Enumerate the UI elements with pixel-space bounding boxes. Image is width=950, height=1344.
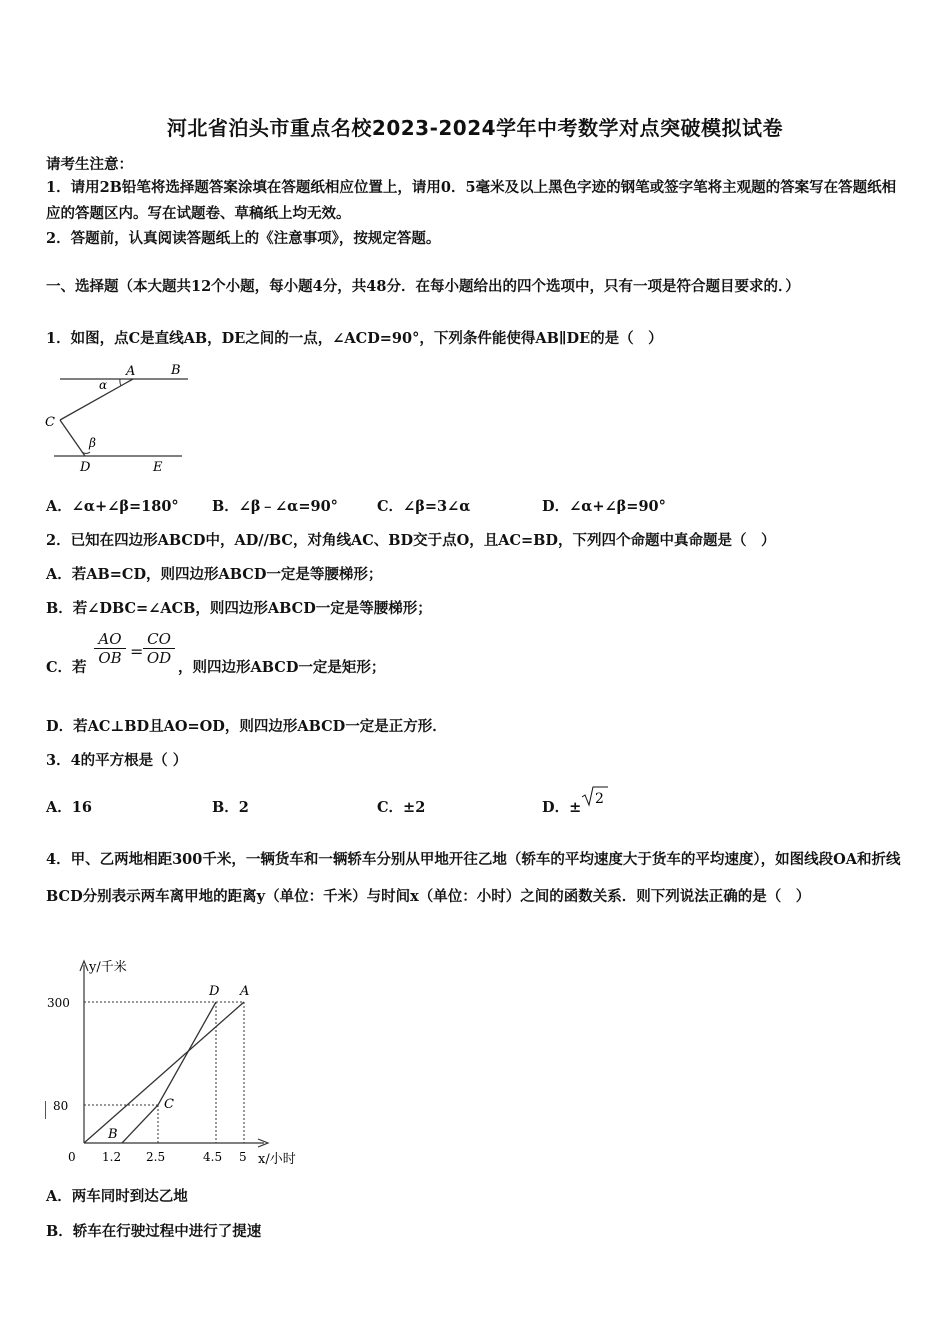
xtick-2-5: 2.5 [146, 1150, 166, 1164]
q2-option-c-suffix: ，则四边形ABCD一定是矩形； [178, 659, 386, 676]
q2-option-d[interactable]: D．若AC⊥BD且AO=OD，则四边形ABCD一定是正方形． [46, 718, 447, 735]
point-b-label: B [108, 1127, 118, 1142]
label-b: B [171, 363, 181, 378]
notice-item-1: 1．请用2B铅笔将选择题答案涂填在答题纸相应位置上，请用0．5毫米及以上黑色字迹的钢笔或签字笔将主观题的答案写在答题纸相应的答题区内。写在试题卷、草稿纸上均无效。 [46, 179, 897, 222]
point-c-label: C [164, 1097, 174, 1112]
q4-option-a[interactable]: A．两车同时到达乙地 [46, 1188, 188, 1205]
q3-option-c[interactable]: C．±2 [377, 799, 426, 816]
segment-oa [84, 1002, 244, 1143]
q1-figure [40, 358, 200, 478]
q1-stem: 1．如图，点C是直线AB，DE之间的一点，∠ACD=90°，下列条件能使得AB∥DE的是（ ） [46, 330, 663, 347]
equals-sign: = [130, 642, 144, 661]
label-e: E [153, 460, 163, 475]
q2-option-b[interactable]: B．若∠DBC=∠ACB，则四边形ABCD一定是等腰梯形； [46, 600, 432, 617]
numerator-ao: AO [98, 630, 122, 648]
xtick-4-5: 4.5 [203, 1150, 223, 1164]
q1-option-c[interactable]: C．∠β=3∠α [377, 498, 471, 515]
label-a: A [126, 364, 136, 379]
q4-option-b[interactable]: B．轿车在行驶过程中进行了提速 [46, 1223, 262, 1240]
q1-options [46, 495, 906, 515]
xtick-5: 5 [239, 1150, 247, 1164]
q1-option-d[interactable]: D．∠α+∠β=90° [542, 498, 666, 515]
denominator-od: OD [143, 648, 175, 667]
y-axis-label: y/千米 [89, 960, 127, 975]
q2-option-a[interactable]: A．若AB=CD，则四边形ABCD一定是等腰梯形； [46, 566, 383, 583]
q3-option-d-prefix: D．± [542, 799, 582, 816]
q1-option-b[interactable]: B．∠β﹣∠α=90° [212, 498, 338, 515]
fraction-co-od [143, 630, 175, 667]
sqrt-radicand: 2 [595, 791, 604, 807]
xtick-0: 0 [68, 1150, 76, 1164]
denominator-ob: OB [94, 648, 126, 667]
q4-graph [40, 955, 310, 1173]
label-beta: β [89, 436, 96, 450]
margin-mark [45, 1101, 46, 1119]
segment-ac [60, 379, 133, 420]
q2-stem: 2．已知在四边形ABCD中，AD//BC，对角线AC、BD交于点O，且AC=BD，下列四个命题中真命题是（ ） [46, 532, 776, 549]
point-d-label: D [209, 984, 220, 999]
page-title: 河北省泊头市重点名校2023-2024学年中考数学对点突破模拟试卷 [166, 116, 784, 140]
x-axis-label: x/小时 [258, 1152, 296, 1167]
q3-option-b[interactable]: B．2 [212, 799, 249, 816]
numerator-co: CO [147, 630, 171, 648]
polyline-bcd [122, 1002, 216, 1143]
label-d: D [80, 460, 91, 475]
q4-stem: 4．甲、乙两地相距300千米，一辆货车和一辆轿车分别从甲地开往乙地（轿车的平均速度大于货车的平均速度），如图线段OA和折线BCD分别表示两车离甲地的距离y（单位：千米）与时间x（单位：小时）之间的函数关系．则下列说法正确的是（ ） [46, 851, 901, 905]
point-a-label: A [240, 984, 250, 999]
ytick-300: 300 [47, 996, 70, 1010]
notice-heading: 请考生注意： [46, 156, 133, 173]
section-heading: 一、选择题（本大题共12个小题，每小题4分，共48分．在每小题给出的四个选项中，只有一项是符合题目要求的．） [46, 278, 800, 295]
label-alpha: α [99, 378, 108, 392]
q3-option-d[interactable] [542, 796, 581, 817]
q3-option-a[interactable]: A．16 [46, 799, 92, 816]
xtick-1-2: 1.2 [102, 1150, 122, 1164]
q3-options [46, 796, 906, 820]
sqrt2-symbol [580, 784, 610, 808]
q2-option-c-prefix: C．若 [46, 659, 87, 676]
ytick-80: 80 [53, 1099, 69, 1113]
notice-item-2: 2．答题前，认真阅读答题纸上的《注意事项》，按规定答题。 [46, 230, 441, 247]
q3-stem: 3．4的平方根是（ ） [46, 752, 188, 769]
q1-option-a[interactable]: A．∠α+∠β=180° [46, 498, 179, 515]
fraction-ao-ob [94, 630, 126, 667]
label-c: C [45, 415, 55, 430]
segment-cd [60, 420, 85, 456]
q2-option-c[interactable] [46, 628, 546, 678]
